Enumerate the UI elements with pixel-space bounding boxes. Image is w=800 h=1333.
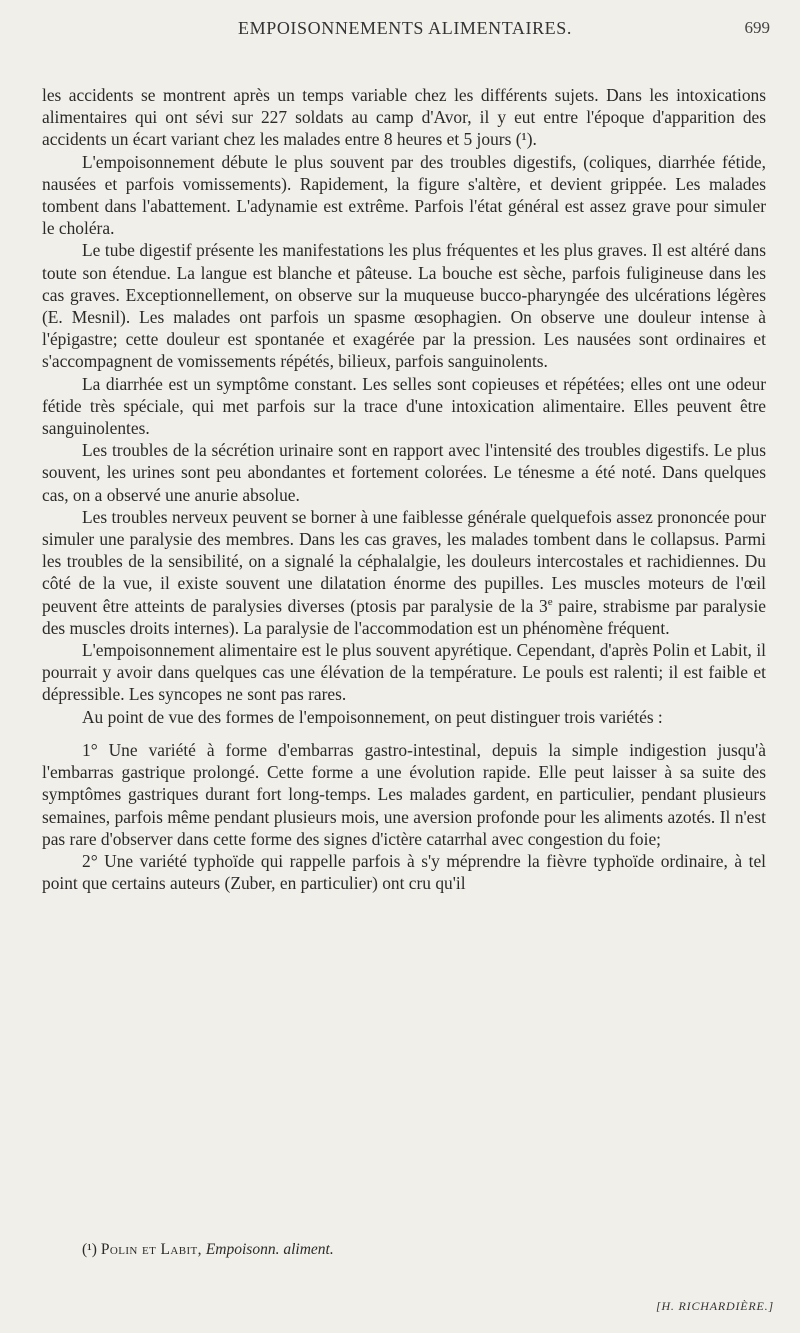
paragraph-1 — [42, 84, 766, 151]
paragraph-3: Le tube digestif présente les manifestations les plus fréquentes et les plus graves. Il est altéré dans toute son étendue. La langue est blanche et pâteuse. La bouche est sèche, parfois fuligineuse dans les cas graves. Exceptionnellement, on observe sur la muqueuse bucco-pharyngée des ulcérations légères (E. Mesnil). Les malades ont parfois un spasme œsophagien. On observe une douleur intense à l'épigastre; cette douleur est spontanée et exagérée par la pression. Les nausées sont ordinaires et s'accompagnent de vomissements répétés, bilieux, parfois sanguinolents. — [42, 240, 766, 372]
page-number: 699 — [744, 18, 770, 37]
paragraph-6 — [42, 506, 766, 639]
paragraph-6-text: Les troubles nerveux peuvent se borner à une faiblesse générale quelquefois assez prononcée pour simuler une paralysie des membres. Dans les cas graves, les malades tombent dans le collapsus. Parmi les troubles de la sensibilité, on a signalé la céphalalgie, les douleurs intercostales et rachidiennes. Du côté de la vue, il existe souvent une dilatation énorme des pupilles. Les muscles moteurs de l'œil peuvent être atteints de paralysies diverses (ptosis par paralysie de la 3 — [42, 506, 766, 616]
paragraph-5: Les troubles de la sécrétion urinaire sont en rapport avec l'intensité des troubles digestifs. Le plus souvent, les urines sont peu abondantes et fortement colorées. Le ténesme a été noté. Dans quelques cas, on a observé une anurie absolue. — [42, 440, 766, 505]
body-text — [42, 84, 766, 894]
ordinal-superscript: e — [547, 595, 553, 608]
paragraph-7: L'empoisonnement alimentaire est le plus souvent apyrétique. Cependant, d'après Polin et Labit, il pourrait y avoir dans quelques cas une élévation de la température. Le pouls est ralenti; il est faible et dépressible. Les syncopes ne sont pas rares. — [42, 640, 766, 705]
list-item-1: 1° Une variété à forme d'embarras gastro-intestinal, depuis la simple indigestion jusqu'à l'embarras gastrique prolongé. Cette forme a une évolution rapide. Elle peut laisser à sa suite des symptômes gastriques durant fort long-temps. Les malades gardent, en particulier, pendant plusieurs semaines, parfois même pendant plusieurs mois, une aversion profonde pour les aliments azotés. Il n'est pas rare d'observer dans cette forme des signes d'ictère catarrhal avec congestion du foie; — [42, 739, 766, 849]
paragraph-6-tail: paire, strabisme par paralysie des muscles droits internes). La paralysie de l'accommodation est un phénomène fréquent. — [42, 595, 766, 638]
footnote-reference: (¹). — [515, 129, 537, 150]
paragraph-4: La diarrhée est un symptôme constant. Les selles sont copieuses et répétées; elles ont une odeur fétide très spéciale, qui met parfois sur la trace d'une intoxication alimentaire. Elles peuvent être sanguinolentes. — [42, 373, 766, 439]
running-title: EMPOISONNEMENTS ALIMENTAIRES. — [238, 18, 572, 38]
footnote-title: Empoisonn. aliment. — [205, 1241, 334, 1258]
list-item-2: 2° Une variété typhoïde qui rappelle parfois à s'y méprendre la fièvre typhoïde ordinaire, à tel point que certains auteurs (Zuber, en particulier) ont cru qu'il — [42, 850, 766, 894]
paragraph-2: L'empoisonnement débute le plus souvent par des troubles digestifs, (coliques, diarrhée fétide, nausées et parfois vomissements). Rapidement, la figure s'altère, et devient grippée. Les malades tombent dans l'abattement. L'adynamie est extrême. Parfois l'état général est assez grave pour simuler le choléra. — [42, 151, 766, 239]
paragraph-1-text: les accidents se montrent après un temps variable chez les différents sujets. Dans les intoxications alimentaires qui ont sévi sur 227 soldats au camp d'Avor, il y eut entre l'époque d'apparition des accidents un écart variant chez les malades entre 8 heures et 5 jours — [42, 85, 766, 150]
footnote — [82, 1241, 334, 1259]
running-header — [40, 18, 770, 42]
footnote-authors: Polin et Labit, — [100, 1241, 202, 1258]
footnote-marker: (¹) — [82, 1241, 97, 1258]
publisher-mark: [H. RICHARDIÈRE.] — [656, 1299, 774, 1313]
paragraph-8: Au point de vue des formes de l'empoisonnement, on peut distinguer trois variétés : — [82, 706, 663, 727]
